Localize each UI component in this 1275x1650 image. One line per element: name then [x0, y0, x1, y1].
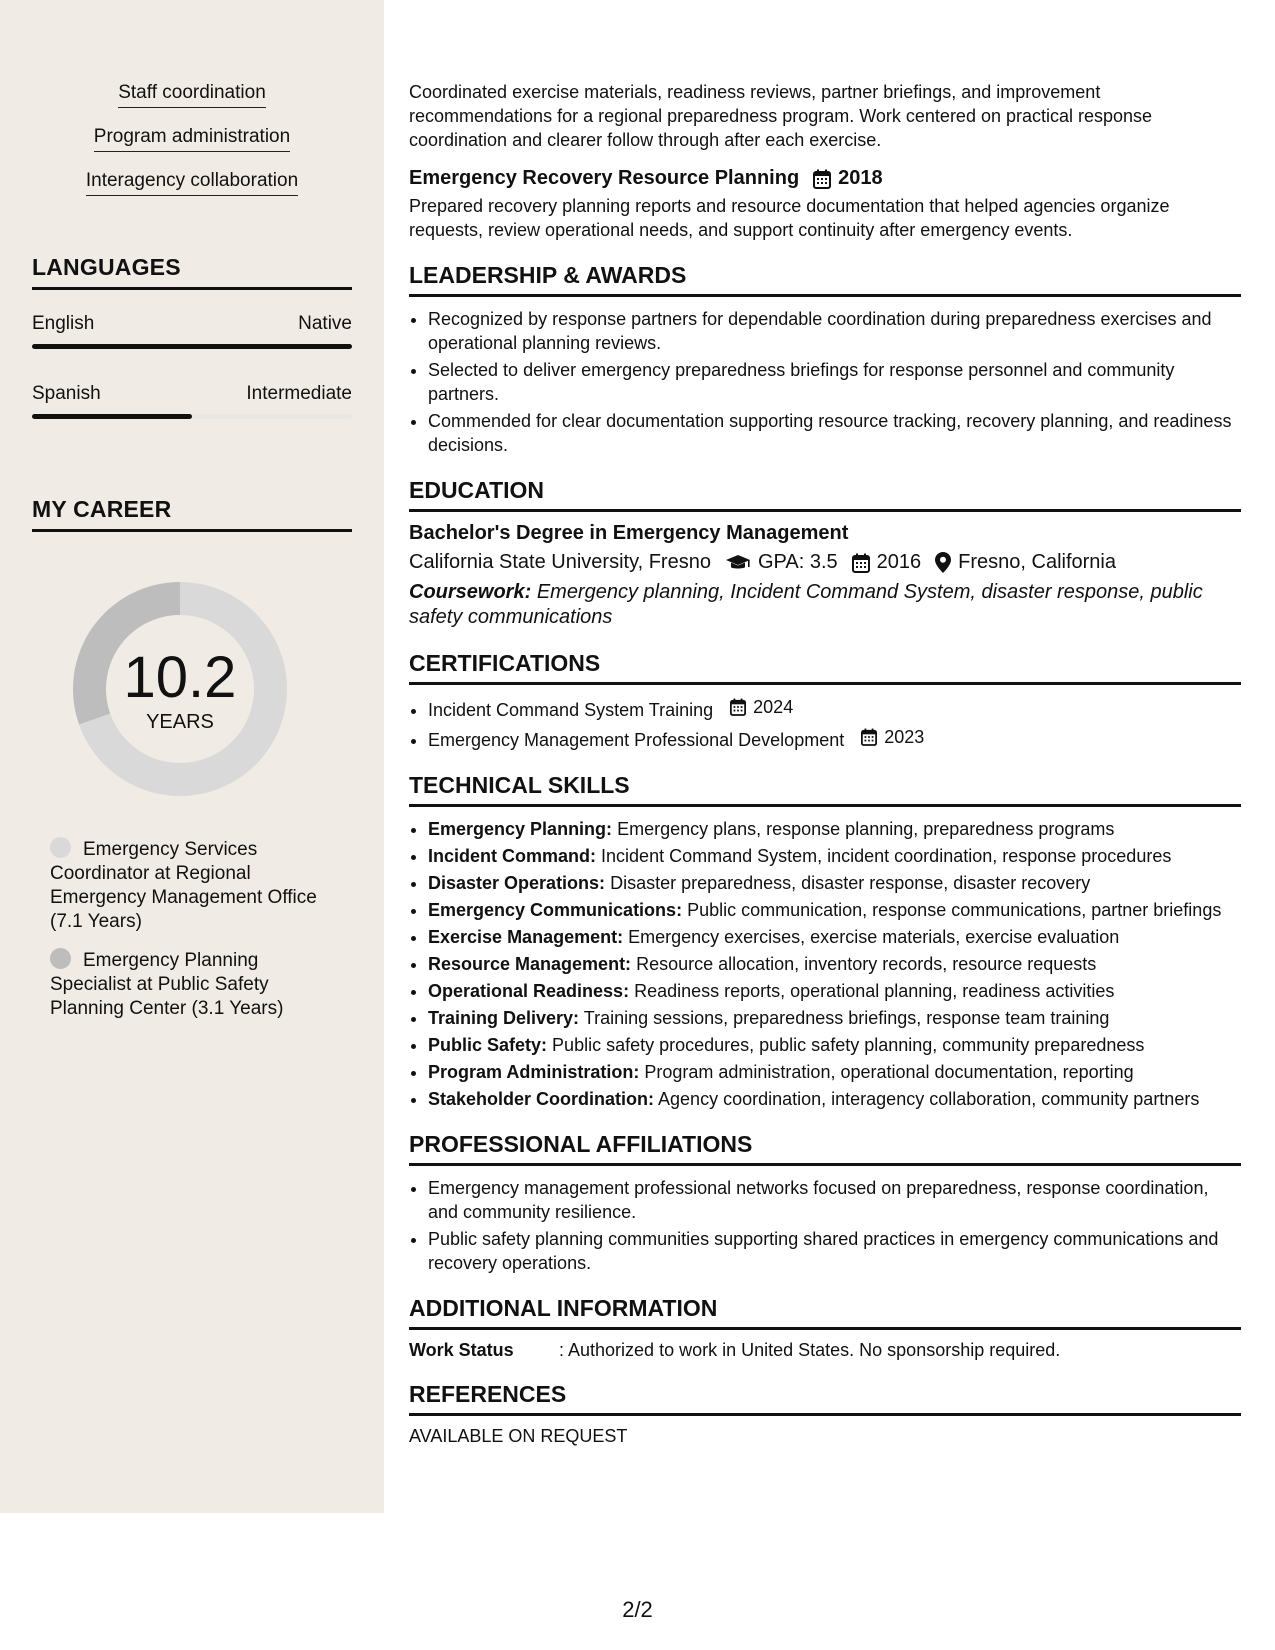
- leadership-title: LEADERSHIP & AWARDS: [409, 262, 1241, 297]
- technical-skill-text: Emergency plans, response planning, preparedness programs: [617, 819, 1115, 839]
- technical-skill-text: Public communication, response communications, partner briefings: [687, 900, 1222, 920]
- career-entry-label: Emergency Services Coordinator at Regional Emergency Management Office (7.1 Years): [50, 839, 317, 932]
- gpa: GPA: 3.5: [757, 551, 838, 573]
- school-location: Fresno, California: [958, 551, 1116, 573]
- skill-tag: Interagency collaboration: [86, 170, 298, 196]
- technical-skill-text: Training sessions, preparedness briefings, response team training: [583, 1008, 1110, 1028]
- affiliations-title: PROFESSIONAL AFFILIATIONS: [409, 1131, 1241, 1166]
- experience-description: Coordinated exercise materials, readiness reviews, partner briefings, and improvement recommendations for a regional preparedness program. Work centered on practical response coordination and clearer follow through after each exercise.: [409, 82, 1153, 150]
- technical-skill-label: Training Delivery:: [428, 1008, 580, 1028]
- technical-skill-item: [428, 925, 1241, 949]
- additional-info-title: ADDITIONAL INFORMATION: [409, 1295, 1241, 1330]
- education-title: EDUCATION: [409, 477, 1241, 512]
- language-name: English: [32, 313, 95, 334]
- skill-tag: Program administration: [94, 126, 290, 152]
- technical-skill-text: Disaster preparedness, disaster response, disaster recovery: [610, 873, 1091, 893]
- language-level: Native: [298, 313, 352, 334]
- technical-skill-label: Public Safety:: [428, 1035, 548, 1055]
- technical-skill-item: [428, 1087, 1241, 1111]
- calendar-icon: [813, 169, 831, 189]
- certification-name: Incident Command System Training: [428, 700, 714, 720]
- technical-skill-label: Stakeholder Coordination:: [428, 1089, 655, 1109]
- technical-skill-item: [428, 817, 1241, 841]
- technical-skill-label: Emergency Planning:: [428, 819, 613, 839]
- language-level: Intermediate: [246, 383, 352, 404]
- legend-dot-icon: [50, 948, 71, 969]
- language-bar-fill: [32, 414, 192, 419]
- main-content: [409, 80, 1241, 1447]
- project-description: Prepared recovery planning reports and resource documentation that helped agencies organize requests, review operational needs, and support continuity after emergency events.: [409, 196, 1170, 240]
- page-number: 2/2: [622, 1597, 653, 1622]
- technical-skill-label: Emergency Communications:: [428, 900, 683, 920]
- references-text: AVAILABLE ON REQUEST: [409, 1426, 628, 1446]
- certification-year: 2023: [884, 727, 925, 747]
- list-item: • Emergency management professional networks focused on preparedness, response coordination, and community resilience.: [428, 1176, 1241, 1224]
- technical-skill-label: Disaster Operations:: [428, 873, 606, 893]
- calendar-icon: [852, 553, 870, 573]
- technical-skill-item: [428, 844, 1241, 868]
- career-total-years: 10.2: [123, 645, 237, 710]
- certification-year: 2024: [753, 697, 794, 717]
- career-entry-label: Emergency Planning Specialist at Public Safety Planning Center (3.1 Years): [50, 950, 284, 1019]
- language-row: [32, 383, 352, 405]
- location-pin-icon: [935, 552, 951, 573]
- certification-name: Emergency Management Professional Development: [428, 730, 845, 750]
- degree-title: Bachelor's Degree in Emergency Management: [409, 522, 849, 544]
- technical-skill-text: Agency coordination, interagency collaboration, community partners: [658, 1089, 1200, 1109]
- technical-skill-label: Resource Management:: [428, 954, 632, 974]
- leadership-list: [409, 307, 1241, 457]
- technical-skill-item: [428, 1006, 1241, 1030]
- technical-skill-item: [428, 898, 1241, 922]
- list-item: [428, 725, 1241, 752]
- language-bar: [32, 414, 352, 419]
- project-title: Emergency Recovery Resource Planning: [409, 167, 800, 189]
- technical-skill-label: Operational Readiness:: [428, 981, 630, 1001]
- school-name: California State University, Fresno: [409, 551, 711, 573]
- technical-skill-text: Incident Command System, incident coordination, response procedures: [601, 846, 1172, 866]
- career-total-unit: YEARS: [146, 711, 214, 733]
- list-item: • Selected to deliver emergency preparedness briefings for response personnel and community partners.: [428, 358, 1241, 406]
- graduation-cap-icon: [725, 554, 751, 572]
- technical-skill-label: Exercise Management:: [428, 927, 624, 947]
- technical-skill-item: [428, 1033, 1241, 1057]
- coursework-label: Coursework:: [409, 581, 532, 603]
- list-item: • Commended for clear documentation supporting resource tracking, recovery planning, and readiness decisions.: [428, 409, 1241, 457]
- certifications-title: CERTIFICATIONS: [409, 650, 1241, 685]
- language-name: Spanish: [32, 383, 101, 404]
- technical-skill-text: Readiness reports, operational planning, readiness activities: [634, 981, 1115, 1001]
- technical-skill-item: [428, 979, 1241, 1003]
- list-item: • Recognized by response partners for dependable coordination during preparedness exercises and operational planning reviews.: [428, 307, 1241, 355]
- technical-skill-text: Public safety procedures, public safety planning, community preparedness: [552, 1035, 1145, 1055]
- work-status-row: [409, 1340, 1241, 1361]
- career-entry: [50, 948, 330, 1021]
- affiliations-list: [409, 1176, 1241, 1275]
- certifications-list: [409, 695, 1241, 752]
- technical-skill-text: Resource allocation, inventory records, resource requests: [636, 954, 1097, 974]
- work-status-label: Work Status: [409, 1340, 514, 1360]
- sidebar: [0, 0, 384, 1513]
- education-details: [409, 551, 1241, 574]
- language-bar: [32, 344, 352, 349]
- technical-skills-list: [409, 817, 1241, 1111]
- career-entry: [50, 837, 330, 934]
- references-title: REFERENCES: [409, 1381, 1241, 1416]
- coursework-text: Emergency planning, Incident Command System, disaster response, public safety communications: [409, 581, 1203, 628]
- technical-skill-item: [428, 871, 1241, 895]
- skill-tag: Staff coordination: [118, 82, 266, 108]
- work-status-value: : Authorized to work in United States. No sponsorship required.: [559, 1340, 1061, 1360]
- list-item: • Public safety planning communities supporting shared practices in emergency communications and recovery operations.: [428, 1227, 1241, 1275]
- list-item: [428, 695, 1241, 722]
- project-year: 2018: [838, 167, 883, 189]
- language-bar-fill: [32, 344, 352, 349]
- calendar-icon: [730, 698, 746, 716]
- career-title: MY CAREER: [32, 496, 352, 532]
- skill-tags: [0, 82, 384, 214]
- coursework: [409, 580, 1241, 630]
- technical-skill-label: Incident Command:: [428, 846, 597, 866]
- language-row: [32, 313, 352, 335]
- technical-skill-text: Emergency exercises, exercise materials, exercise evaluation: [628, 927, 1120, 947]
- project-heading: [409, 167, 1241, 190]
- languages-title: LANGUAGES: [32, 254, 352, 290]
- calendar-icon: [861, 728, 877, 746]
- technical-skill-item: [428, 952, 1241, 976]
- technical-skill-item: [428, 1060, 1241, 1084]
- graduation-year: 2016: [876, 551, 922, 573]
- technical-skill-text: Program administration, operational documentation, reporting: [644, 1062, 1134, 1082]
- technical-skills-title: TECHNICAL SKILLS: [409, 772, 1241, 807]
- legend-dot-icon: [50, 837, 71, 858]
- technical-skill-label: Program Administration:: [428, 1062, 640, 1082]
